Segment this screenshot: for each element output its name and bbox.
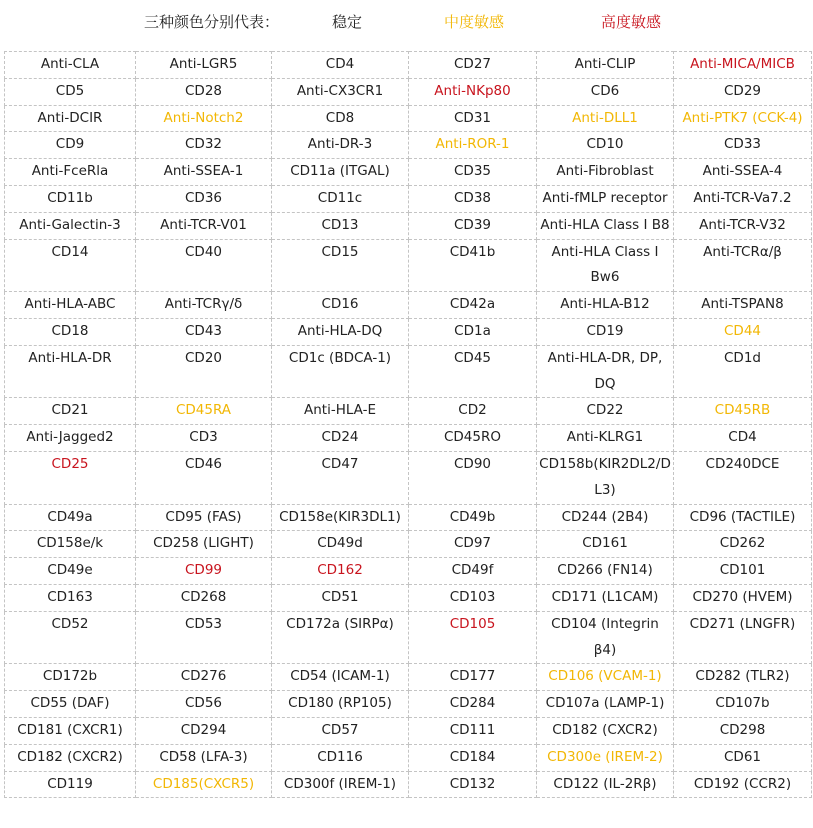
table-cell: Anti-CX3CR1 <box>272 78 409 105</box>
table-row <box>5 425 812 452</box>
table-cell: CD49f <box>409 558 537 585</box>
table-row <box>5 504 812 531</box>
table-cell: CD33 <box>674 132 812 159</box>
table-cell: CD45RA <box>136 398 272 425</box>
table-cell: Anti-HLA-DR <box>5 345 136 398</box>
table-row <box>5 451 812 504</box>
table-cell: CD1d <box>674 345 812 398</box>
table-cell: CD162 <box>272 558 409 585</box>
table-cell: CD1c (BDCA-1) <box>272 345 409 398</box>
table-cell: Anti-CLIP <box>537 52 674 79</box>
table-cell: CD240DCE <box>674 451 812 504</box>
table-cell: Anti-DR-3 <box>272 132 409 159</box>
table-row <box>5 398 812 425</box>
legend-stable-label: 稳定 <box>332 13 363 31</box>
table-cell: CD119 <box>5 771 136 798</box>
table-cell: CD49a <box>5 504 136 531</box>
table-cell: CD1a <box>409 318 537 345</box>
table-row <box>5 318 812 345</box>
table-row <box>5 78 812 105</box>
table-cell: CD282 (TLR2) <box>674 664 812 691</box>
table-cell: CD172a (SIRPα) <box>272 611 409 664</box>
table-cell: CD116 <box>272 744 409 771</box>
table-cell: CD105 <box>409 611 537 664</box>
table-cell: CD40 <box>136 239 272 292</box>
table-cell: CD95 (FAS) <box>136 504 272 531</box>
table-cell: CD20 <box>136 345 272 398</box>
table-cell: CD3 <box>136 425 272 452</box>
table-cell: CD51 <box>272 584 409 611</box>
table-row <box>5 744 812 771</box>
table-cell: Anti-FceRla <box>5 159 136 186</box>
table-cell: Anti-Notch2 <box>136 105 272 132</box>
table-cell: CD15 <box>272 239 409 292</box>
table-cell: CD172b <box>5 664 136 691</box>
table-cell: CD294 <box>136 717 272 744</box>
table-cell: CD45RO <box>409 425 537 452</box>
table-cell: CD90 <box>409 451 537 504</box>
table-cell: Anti-TCR-V32 <box>674 212 812 239</box>
table-row <box>5 52 812 79</box>
table-cell: CD11b <box>5 185 136 212</box>
table-cell: Anti-HLA-B12 <box>537 292 674 319</box>
color-legend <box>0 0 813 46</box>
table-cell: CD182 (CXCR2) <box>537 717 674 744</box>
table-cell: CD244 (2B4) <box>537 504 674 531</box>
table-cell: Anti-TCR-V01 <box>136 212 272 239</box>
table-cell: CD16 <box>272 292 409 319</box>
table-cell: CD122 (IL-2Rβ) <box>537 771 674 798</box>
table-cell: Anti-TCRα/β <box>674 239 812 292</box>
table-cell: CD300f (IREM-1) <box>272 771 409 798</box>
table-cell: Anti-LGR5 <box>136 52 272 79</box>
table-row <box>5 132 812 159</box>
table-row <box>5 691 812 718</box>
table-cell: CD158e/k <box>5 531 136 558</box>
table-cell: CD132 <box>409 771 537 798</box>
legend-medium-sensitive-label: 中度敏感 <box>444 13 505 31</box>
table-cell: CD268 <box>136 584 272 611</box>
table-cell: CD258 (LIGHT) <box>136 531 272 558</box>
table-cell: CD271 (LNGFR) <box>674 611 812 664</box>
table-cell: CD10 <box>537 132 674 159</box>
table-cell: Anti-TCRγ/δ <box>136 292 272 319</box>
table-cell: CD38 <box>409 185 537 212</box>
table-cell: Anti-TSPAN8 <box>674 292 812 319</box>
table-cell: Anti-SSEA-1 <box>136 159 272 186</box>
table-cell: Anti-DLL1 <box>537 105 674 132</box>
table-cell: CD192 (CCR2) <box>674 771 812 798</box>
table-cell: CD21 <box>5 398 136 425</box>
table-cell: Anti-HLA-DR, DP, DQ <box>537 345 674 398</box>
table-cell: CD97 <box>409 531 537 558</box>
table-cell: CD31 <box>409 105 537 132</box>
antibody-table <box>4 51 812 798</box>
table-cell: CD2 <box>409 398 537 425</box>
table-cell: CD52 <box>5 611 136 664</box>
table-cell: CD101 <box>674 558 812 585</box>
table-cell: CD284 <box>409 691 537 718</box>
table-cell: CD47 <box>272 451 409 504</box>
table-cell: CD104 (Integrin β4) <box>537 611 674 664</box>
table-cell: CD22 <box>537 398 674 425</box>
table-cell: Anti-ROR-1 <box>409 132 537 159</box>
table-cell: CD4 <box>272 52 409 79</box>
table-cell: CD14 <box>5 239 136 292</box>
table-cell: CD32 <box>136 132 272 159</box>
table-cell: CD5 <box>5 78 136 105</box>
table-cell: CD53 <box>136 611 272 664</box>
table-cell: CD158b(KIR2DL2/DL3) <box>537 451 674 504</box>
table-cell: CD55 (DAF) <box>5 691 136 718</box>
table-cell: CD11c <box>272 185 409 212</box>
table-cell: CD298 <box>674 717 812 744</box>
table-cell: Anti-HLA-E <box>272 398 409 425</box>
table-cell: Anti-PTK7 (CCK-4) <box>674 105 812 132</box>
antibody-table-body <box>5 52 812 798</box>
table-cell: Anti-Galectin-3 <box>5 212 136 239</box>
table-cell: CD6 <box>537 78 674 105</box>
table-cell: CD39 <box>409 212 537 239</box>
table-cell: Anti-Fibroblast <box>537 159 674 186</box>
table-row <box>5 664 812 691</box>
table-cell: CD44 <box>674 318 812 345</box>
table-cell: CD18 <box>5 318 136 345</box>
table-cell: CD57 <box>272 717 409 744</box>
table-cell: CD276 <box>136 664 272 691</box>
table-cell: CD13 <box>272 212 409 239</box>
table-cell: CD185(CXCR5) <box>136 771 272 798</box>
table-cell: CD266 (FN14) <box>537 558 674 585</box>
table-cell: CD36 <box>136 185 272 212</box>
table-cell: CD45 <box>409 345 537 398</box>
table-cell: CD27 <box>409 52 537 79</box>
table-cell: CD182 (CXCR2) <box>5 744 136 771</box>
table-cell: CD46 <box>136 451 272 504</box>
table-cell: CD49e <box>5 558 136 585</box>
table-row <box>5 292 812 319</box>
table-cell: CD61 <box>674 744 812 771</box>
table-row <box>5 558 812 585</box>
table-cell: Anti-KLRG1 <box>537 425 674 452</box>
legend-high-sensitive-label: 高度敏感 <box>601 13 662 31</box>
table-row <box>5 611 812 664</box>
table-cell: CD181 (CXCR1) <box>5 717 136 744</box>
table-cell: CD270 (HVEM) <box>674 584 812 611</box>
table-cell: Anti-TCR-Va7.2 <box>674 185 812 212</box>
table-cell: CD25 <box>5 451 136 504</box>
table-cell: Anti-Jagged2 <box>5 425 136 452</box>
table-cell: CD158e(KIR3DL1) <box>272 504 409 531</box>
table-cell: CD29 <box>674 78 812 105</box>
table-cell: CD58 (LFA-3) <box>136 744 272 771</box>
table-cell: CD24 <box>272 425 409 452</box>
table-cell: CD42a <box>409 292 537 319</box>
table-row <box>5 159 812 186</box>
table-cell: Anti-NKp80 <box>409 78 537 105</box>
table-cell: CD180 (RP105) <box>272 691 409 718</box>
table-cell: Anti-SSEA-4 <box>674 159 812 186</box>
table-cell: CD96 (TACTILE) <box>674 504 812 531</box>
table-row <box>5 345 812 398</box>
table-cell: CD49d <box>272 531 409 558</box>
table-cell: CD4 <box>674 425 812 452</box>
table-cell: Anti-MICA/MICB <box>674 52 812 79</box>
table-cell: CD43 <box>136 318 272 345</box>
table-cell: CD45RB <box>674 398 812 425</box>
table-row <box>5 185 812 212</box>
table-cell: CD300e (IREM-2) <box>537 744 674 771</box>
table-cell: Anti-DCIR <box>5 105 136 132</box>
table-cell: Anti-HLA Class I B8 <box>537 212 674 239</box>
table-row <box>5 212 812 239</box>
table-cell: CD177 <box>409 664 537 691</box>
table-cell: Anti-fMLP receptor <box>537 185 674 212</box>
table-cell: CD11a (ITGAL) <box>272 159 409 186</box>
table-cell: CD19 <box>537 318 674 345</box>
table-cell: Anti-HLA Class I Bw6 <box>537 239 674 292</box>
table-cell: CD28 <box>136 78 272 105</box>
table-row <box>5 531 812 558</box>
table-cell: CD56 <box>136 691 272 718</box>
table-cell: CD111 <box>409 717 537 744</box>
table-cell: CD107b <box>674 691 812 718</box>
table-row <box>5 239 812 292</box>
table-cell: CD161 <box>537 531 674 558</box>
table-cell: CD262 <box>674 531 812 558</box>
table-cell: CD99 <box>136 558 272 585</box>
table-row <box>5 105 812 132</box>
table-cell: CD49b <box>409 504 537 531</box>
table-cell: CD106 (VCAM-1) <box>537 664 674 691</box>
legend-title: 三种颜色分别代表： <box>144 13 280 31</box>
table-row <box>5 584 812 611</box>
table-cell: CD171 (L1CAM) <box>537 584 674 611</box>
table-cell: CD103 <box>409 584 537 611</box>
table-cell: CD9 <box>5 132 136 159</box>
table-cell: CD107a (LAMP-1) <box>537 691 674 718</box>
table-cell: CD163 <box>5 584 136 611</box>
table-cell: CD184 <box>409 744 537 771</box>
table-row <box>5 771 812 798</box>
table-cell: Anti-CLA <box>5 52 136 79</box>
table-cell: CD41b <box>409 239 537 292</box>
table-cell: Anti-HLA-DQ <box>272 318 409 345</box>
table-cell: Anti-HLA-ABC <box>5 292 136 319</box>
table-cell: CD8 <box>272 105 409 132</box>
table-row <box>5 717 812 744</box>
table-cell: CD35 <box>409 159 537 186</box>
table-cell: CD54 (ICAM-1) <box>272 664 409 691</box>
